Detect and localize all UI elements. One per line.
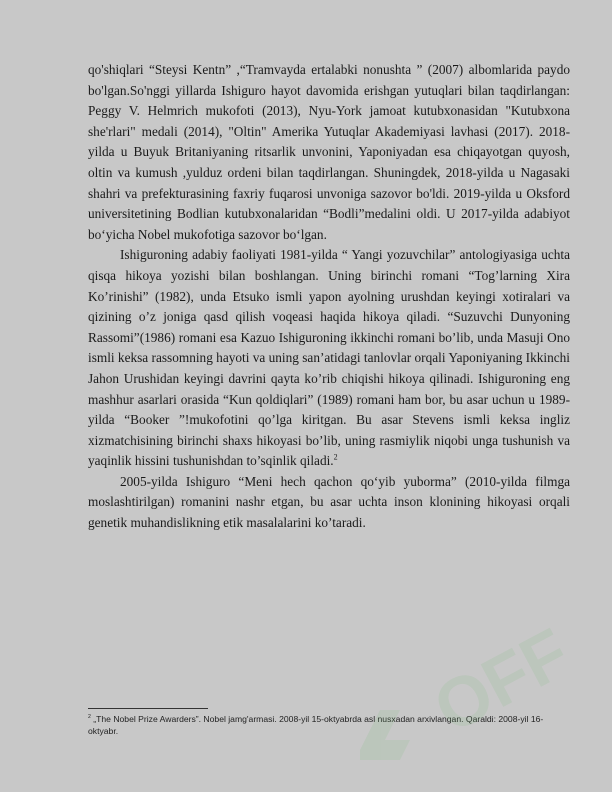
footnote-reference[interactable]: 2 [333, 452, 338, 462]
footnote-marker: 2 [88, 714, 91, 721]
paragraph-1-text: qo'shiqlari “Steysi Kentn” ,“Tramvayda ertalabki nonushta ” (2007) albomlarida paydo bo'lgan.So'nggi yillarda Ishiguro hayot davomida erishgan yutuqlari bilan taqdirlangan: Peggy V. Helmrich mukofoti (2013), Nyu-York jamoat kutubxonasidan "Kutubxona she'rlari" medali (2014), "Oltin" Amerika Yutuqlar Akademiyasi lavhasi (2017). 2018-yilda u Buyuk Britaniyaning ritsarlik unvonini, Yaponiyadan esa chiqayotgan quyosh, oltin va kumush ,yulduz ordeni bilan taqdirlangan. Shuningdek, 2018-yilda u Nagasaki shahri va prefekturasining faxriy fuqarosi unvoniga sazovor bo'ldi. 2019-yilda u Oksford universitetining Bodlian kutubxonalaridan “Bodli”medalini oldi. U 2017-yilda adabiyot bo‘yicha Nobel mukofotiga sazovor bo‘lgan. [88, 62, 570, 242]
paragraph-3 [88, 472, 570, 534]
body-text [88, 60, 570, 534]
paragraph-2 [88, 245, 570, 472]
paragraph-1 [88, 60, 570, 245]
footnote [88, 713, 570, 737]
footnote-text: „The Nobel Prize Awarders”. Nobel jamg'armasi. 2008-yil 15-oktyabrda asl nusxadan arxivlangan. Qaraldi: 2008-yil 16-oktyabr. [88, 714, 544, 736]
footnote-divider [88, 708, 208, 709]
watermark-text: OFF [421, 613, 582, 748]
paragraph-3-text: 2005-yilda Ishiguro “Meni hech qachon qo‘yib yuborma” (2010-yilda filmga moslashtirilgan) romanini nashr etgan, bu asar uchta inson klonining hikoyasi orqali genetik muhandislikning etik masalalarini ko’taradi. [88, 473, 570, 531]
paragraph-2-text: Ishiguroning adabiy faoliyati 1981-yilda “ Yangi yozuvchilar” antologiyasiga uchta qisqa hikoya yozishi bilan boshlangan. Uning birinchi romani “Tog’larning Xira Ko’rinishi” (1982), unda Etsuko ismli yapon ayolning urushdan keyingi xotiralari va qizining o’z joniga qasd qilish voqeasi haqida hikoya qiladi. “Suzuvchi Dunyoning Rassomi”(1986) romani esa Kazuo Ishiguroning ikkinchi romani bo’lib, unda Masuji Ono ismli keksa rassomning hayoti va uning san’atidagi tanlovlar orqali Yaponiyaning Ikkinchi Jahon Urushidan keyingi davrini qayta ko’rib chiqishi hikoya qilinadi. Ishiguroning eng mashhur asarlari orasida “Kun qoldiqlari” (1989) romani ham bor, bu asar uchun u 1989-yilda “Booker ”!mukofotini qo’lga kiritgan. Bu asar Stevens ismli keksa ingliz xizmatchisining birinchi shaxs hikoyasi bo’lib, uning rasmiylik niqobi unga tushunish va yaqinlik hissini tushunishdan to’sqinlik qiladi. [88, 247, 570, 469]
